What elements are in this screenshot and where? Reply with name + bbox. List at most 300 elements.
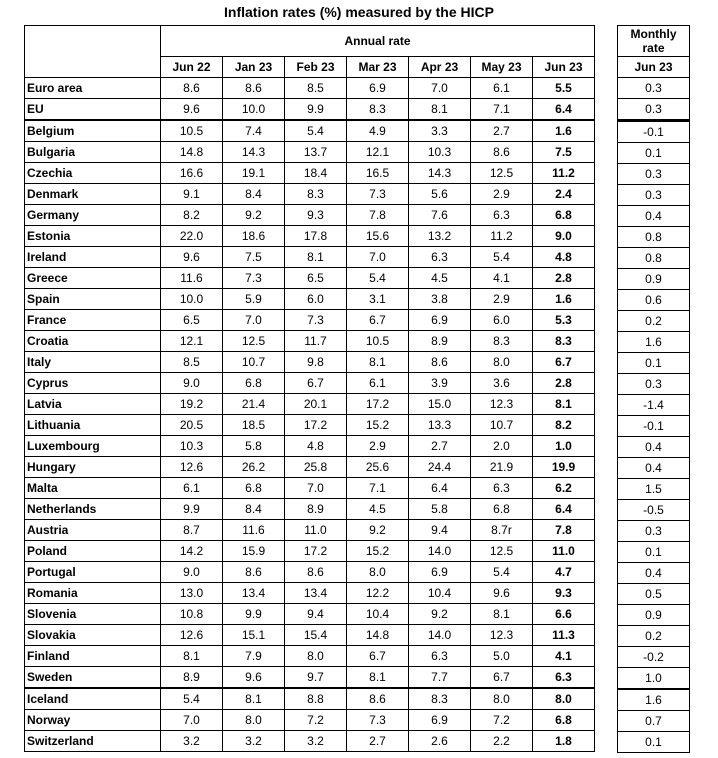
table-row	[618, 521, 690, 542]
annual-rate-cell: 15.9	[223, 541, 285, 562]
country-name: Iceland	[25, 688, 161, 710]
annual-rate-cell: 6.5	[161, 310, 223, 331]
monthly-rate-cell: 0.1	[618, 353, 690, 374]
annual-rate-cell: 7.8	[533, 520, 595, 541]
table-row	[25, 457, 595, 478]
annual-rate-cell: 8.0	[471, 352, 533, 373]
annual-rate-cell: 1.8	[533, 731, 595, 752]
annual-rate-cell: 4.1	[471, 268, 533, 289]
annual-rate-cell: 6.0	[285, 289, 347, 310]
annual-rate-cell: 6.4	[409, 478, 471, 499]
annual-rate-cell: 6.3	[533, 667, 595, 689]
annual-rate-cell: 8.6	[223, 78, 285, 99]
annual-rate-cell: 25.6	[347, 457, 409, 478]
table-row	[25, 99, 595, 121]
annual-rate-cell: 17.8	[285, 226, 347, 247]
annual-rate-cell: 6.2	[533, 478, 595, 499]
annual-rate-cell: 8.1	[409, 99, 471, 121]
annual-rate-cell: 10.7	[471, 415, 533, 436]
monthly-rate-cell: 0.4	[618, 563, 690, 584]
monthly-rate-cell: 0.4	[618, 437, 690, 458]
annual-rate-table	[24, 25, 595, 752]
column-header: May 23	[471, 57, 533, 78]
monthly-rate-cell: 0.2	[618, 626, 690, 647]
country-name: Lithuania	[25, 415, 161, 436]
annual-rate-cell: 8.1	[223, 688, 285, 710]
annual-rate-cell: 8.6	[409, 352, 471, 373]
country-name: Sweden	[25, 667, 161, 689]
table-row	[618, 563, 690, 584]
annual-rate-cell: 6.7	[533, 352, 595, 373]
country-name: Spain	[25, 289, 161, 310]
table-row	[618, 121, 690, 143]
annual-rate-cell: 6.8	[533, 205, 595, 226]
annual-rate-cell: 6.9	[347, 78, 409, 99]
annual-rate-cell: 5.4	[471, 247, 533, 268]
annual-rate-cell: 14.2	[161, 541, 223, 562]
annual-rate-cell: 13.4	[285, 583, 347, 604]
annual-rate-cell: 9.7	[285, 667, 347, 689]
annual-rate-cell: 9.0	[161, 373, 223, 394]
table-row	[25, 436, 595, 457]
table-row	[25, 352, 595, 373]
annual-rate-cell: 8.6	[223, 562, 285, 583]
annual-rate-cell: 12.3	[471, 394, 533, 415]
monthly-rate-cell: -0.5	[618, 500, 690, 521]
table-row	[618, 500, 690, 521]
country-name: Switzerland	[25, 731, 161, 752]
annual-rate-cell: 7.4	[223, 120, 285, 142]
annual-rate-cell: 13.3	[409, 415, 471, 436]
annual-rate-cell: 5.8	[223, 436, 285, 457]
monthly-column-header: Jun 23	[618, 57, 690, 78]
table-row	[618, 584, 690, 605]
annual-rate-cell: 7.5	[533, 142, 595, 163]
annual-rate-cell: 7.6	[409, 205, 471, 226]
table-row	[618, 689, 690, 711]
table-row	[618, 605, 690, 626]
table-row	[618, 311, 690, 332]
table-row	[25, 310, 595, 331]
annual-rate-cell: 1.6	[533, 289, 595, 310]
annual-rate-cell: 11.6	[161, 268, 223, 289]
annual-rate-cell: 9.6	[161, 99, 223, 121]
annual-rate-cell: 11.2	[533, 163, 595, 184]
country-name: Hungary	[25, 457, 161, 478]
monthly-rate-cell: 0.3	[618, 374, 690, 395]
annual-rate-cell: 7.5	[223, 247, 285, 268]
annual-rate-cell: 18.6	[223, 226, 285, 247]
annual-rate-cell: 8.7r	[471, 520, 533, 541]
annual-rate-cell: 12.1	[161, 331, 223, 352]
table-row	[25, 120, 595, 142]
table-row	[618, 374, 690, 395]
annual-rate-cell: 2.4	[533, 184, 595, 205]
annual-rate-cell: 6.9	[409, 562, 471, 583]
annual-rate-cell: 2.9	[347, 436, 409, 457]
annual-rate-cell: 3.2	[223, 731, 285, 752]
annual-rate-cell: 8.5	[161, 352, 223, 373]
annual-rate-cell: 4.8	[285, 436, 347, 457]
annual-rate-cell: 9.3	[533, 583, 595, 604]
annual-rate-cell: 10.7	[223, 352, 285, 373]
country-name: Denmark	[25, 184, 161, 205]
annual-rate-cell: 25.8	[285, 457, 347, 478]
table-row	[618, 269, 690, 290]
table-row	[618, 542, 690, 563]
annual-rate-cell: 10.4	[347, 604, 409, 625]
annual-rate-cell: 7.3	[223, 268, 285, 289]
table-row	[618, 395, 690, 416]
annual-rate-cell: 9.9	[161, 499, 223, 520]
annual-rate-cell: 9.6	[471, 583, 533, 604]
annual-rate-cell: 19.1	[223, 163, 285, 184]
table-row	[25, 688, 595, 710]
table-row	[25, 205, 595, 226]
table-row	[618, 416, 690, 437]
country-name: Netherlands	[25, 499, 161, 520]
annual-rate-cell: 17.2	[285, 415, 347, 436]
annual-rate-cell: 21.4	[223, 394, 285, 415]
annual-rate-cell: 8.3	[285, 184, 347, 205]
annual-rate-cell: 15.6	[347, 226, 409, 247]
annual-rate-cell: 12.5	[471, 163, 533, 184]
table-row	[25, 226, 595, 247]
annual-rate-cell: 3.9	[409, 373, 471, 394]
country-name: EU	[25, 99, 161, 121]
annual-rate-cell: 6.8	[223, 478, 285, 499]
annual-rate-cell: 3.1	[347, 289, 409, 310]
annual-rate-cell: 2.9	[471, 289, 533, 310]
table-row	[25, 625, 595, 646]
annual-rate-cell: 10.5	[347, 331, 409, 352]
annual-rate-cell: 6.4	[533, 99, 595, 121]
annual-rate-cell: 22.0	[161, 226, 223, 247]
annual-rate-cell: 9.8	[285, 352, 347, 373]
annual-rate-cell: 2.7	[409, 436, 471, 457]
table-row	[25, 142, 595, 163]
annual-rate-cell: 8.3	[533, 331, 595, 352]
annual-rate-cell: 8.8	[285, 688, 347, 710]
table-row	[618, 647, 690, 668]
country-name: Belgium	[25, 120, 161, 142]
annual-rate-cell: 3.2	[285, 731, 347, 752]
annual-rate-cell: 8.0	[533, 688, 595, 710]
annual-rate-cell: 7.9	[223, 646, 285, 667]
monthly-rate-cell: -0.2	[618, 647, 690, 668]
annual-rate-cell: 8.9	[409, 331, 471, 352]
monthly-rate-cell: 0.2	[618, 311, 690, 332]
monthly-rate-cell: 1.5	[618, 479, 690, 500]
table-row	[618, 458, 690, 479]
annual-rate-cell: 7.2	[471, 710, 533, 731]
annual-rate-cell: 7.1	[347, 478, 409, 499]
annual-rate-cell: 5.0	[471, 646, 533, 667]
table-row	[618, 353, 690, 374]
annual-rate-cell: 12.5	[471, 541, 533, 562]
annual-rate-cell: 10.5	[161, 120, 223, 142]
table-row	[618, 668, 690, 690]
annual-rate-cell: 6.7	[285, 373, 347, 394]
annual-rate-cell: 15.0	[409, 394, 471, 415]
annual-rate-cell: 13.2	[409, 226, 471, 247]
annual-rate-cell: 8.9	[161, 667, 223, 689]
monthly-rate-cell: 1.6	[618, 332, 690, 353]
annual-rate-cell: 11.7	[285, 331, 347, 352]
annual-rate-cell: 7.1	[471, 99, 533, 121]
annual-rate-cell: 11.0	[285, 520, 347, 541]
country-name: Slovenia	[25, 604, 161, 625]
annual-rate-cell: 10.4	[409, 583, 471, 604]
column-header: Apr 23	[409, 57, 471, 78]
annual-rate-cell: 6.4	[533, 499, 595, 520]
country-name: Romania	[25, 583, 161, 604]
country-name: Euro area	[25, 78, 161, 99]
table-row	[618, 206, 690, 227]
annual-rate-cell: 2.8	[533, 373, 595, 394]
monthly-rate-cell: 0.8	[618, 248, 690, 269]
annual-rate-cell: 6.8	[533, 710, 595, 731]
table-row	[25, 289, 595, 310]
annual-rate-cell: 6.7	[347, 646, 409, 667]
table-row	[618, 248, 690, 269]
country-name: Bulgaria	[25, 142, 161, 163]
table-row	[618, 626, 690, 647]
monthly-rate-cell: 0.3	[618, 78, 690, 99]
annual-rate-cell: 12.6	[161, 625, 223, 646]
annual-rate-cell: 15.4	[285, 625, 347, 646]
annual-rate-cell: 11.6	[223, 520, 285, 541]
column-header: Mar 23	[347, 57, 409, 78]
annual-rate-cell: 13.0	[161, 583, 223, 604]
annual-rate-cell: 9.0	[533, 226, 595, 247]
table-title: Inflation rates (%) measured by the HICP	[224, 4, 494, 20]
monthly-rate-header: Monthly rate	[618, 26, 690, 57]
annual-rate-cell: 7.0	[285, 478, 347, 499]
country-name: France	[25, 310, 161, 331]
country-name: Germany	[25, 205, 161, 226]
table-row	[25, 541, 595, 562]
annual-rate-cell: 8.1	[161, 646, 223, 667]
monthly-rate-cell: 0.7	[618, 711, 690, 732]
annual-rate-cell: 18.5	[223, 415, 285, 436]
annual-rate-cell: 14.0	[409, 541, 471, 562]
annual-rate-cell: 14.8	[161, 142, 223, 163]
table-row	[25, 247, 595, 268]
annual-rate-cell: 2.9	[471, 184, 533, 205]
annual-rate-cell: 8.3	[471, 331, 533, 352]
annual-rate-cell: 21.9	[471, 457, 533, 478]
table-row	[25, 520, 595, 541]
annual-rate-cell: 8.0	[347, 562, 409, 583]
country-name: Czechia	[25, 163, 161, 184]
annual-rate-cell: 10.8	[161, 604, 223, 625]
annual-rate-cell: 5.5	[533, 78, 595, 99]
annual-rate-cell: 8.2	[161, 205, 223, 226]
annual-rate-cell: 14.8	[347, 625, 409, 646]
monthly-rate-cell: 0.8	[618, 227, 690, 248]
country-name: Cyprus	[25, 373, 161, 394]
table-row	[618, 332, 690, 353]
annual-rate-cell: 5.8	[409, 499, 471, 520]
annual-rate-cell: 14.0	[409, 625, 471, 646]
annual-rate-cell: 10.3	[409, 142, 471, 163]
annual-rate-cell: 6.1	[161, 478, 223, 499]
monthly-rate-table	[617, 25, 690, 753]
country-name: Slovakia	[25, 625, 161, 646]
table-row	[25, 499, 595, 520]
country-name: Ireland	[25, 247, 161, 268]
annual-rate-cell: 13.4	[223, 583, 285, 604]
annual-rate-cell: 1.6	[533, 120, 595, 142]
annual-rate-cell: 8.0	[223, 710, 285, 731]
annual-rate-cell: 11.3	[533, 625, 595, 646]
monthly-rate-cell: 0.6	[618, 290, 690, 311]
annual-rate-cell: 10.0	[161, 289, 223, 310]
annual-rate-cell: 7.7	[409, 667, 471, 689]
annual-rate-cell: 5.4	[347, 268, 409, 289]
table-row	[25, 646, 595, 667]
table-row	[618, 437, 690, 458]
annual-rate-cell: 18.4	[285, 163, 347, 184]
table-row	[25, 268, 595, 289]
annual-rate-cell: 3.8	[409, 289, 471, 310]
annual-rate-cell: 6.8	[471, 499, 533, 520]
annual-rate-cell: 4.5	[409, 268, 471, 289]
monthly-rate-cell: -0.1	[618, 121, 690, 143]
annual-rate-cell: 4.8	[533, 247, 595, 268]
annual-rate-cell: 6.7	[347, 310, 409, 331]
table-row	[25, 667, 595, 689]
annual-rate-cell: 15.2	[347, 541, 409, 562]
annual-rate-cell: 12.2	[347, 583, 409, 604]
monthly-rate-cell: 0.3	[618, 521, 690, 542]
annual-rate-cell: 6.5	[285, 268, 347, 289]
annual-rate-cell: 20.5	[161, 415, 223, 436]
annual-rate-cell: 15.1	[223, 625, 285, 646]
annual-rate-cell: 5.4	[161, 688, 223, 710]
annual-rate-cell: 9.3	[285, 205, 347, 226]
annual-rate-cell: 6.8	[223, 373, 285, 394]
annual-rate-cell: 9.1	[161, 184, 223, 205]
monthly-rate-cell: 0.1	[618, 143, 690, 164]
annual-rate-cell: 17.2	[285, 541, 347, 562]
country-name: Finland	[25, 646, 161, 667]
monthly-rate-cell: 0.3	[618, 164, 690, 185]
monthly-rate-cell: 0.1	[618, 542, 690, 563]
country-name: Norway	[25, 710, 161, 731]
annual-rate-cell: 9.9	[223, 604, 285, 625]
annual-rate-cell: 8.6	[285, 562, 347, 583]
annual-rate-cell: 10.3	[161, 436, 223, 457]
annual-rate-cell: 7.0	[409, 78, 471, 99]
annual-rate-cell: 8.7	[161, 520, 223, 541]
column-header: Jan 23	[223, 57, 285, 78]
annual-rate-cell: 6.3	[409, 247, 471, 268]
annual-rate-cell: 7.3	[285, 310, 347, 331]
table-row	[25, 562, 595, 583]
annual-rate-cell: 2.6	[409, 731, 471, 752]
table-row	[25, 478, 595, 499]
annual-rate-cell: 8.0	[471, 688, 533, 710]
table-row	[618, 164, 690, 185]
country-name: Greece	[25, 268, 161, 289]
monthly-rate-cell: 1.0	[618, 668, 690, 690]
annual-rate-cell: 8.2	[533, 415, 595, 436]
country-name: Croatia	[25, 331, 161, 352]
table-row	[618, 290, 690, 311]
annual-rate-cell: 7.2	[285, 710, 347, 731]
annual-rate-cell: 6.6	[533, 604, 595, 625]
table-row	[618, 143, 690, 164]
annual-rate-cell: 12.3	[471, 625, 533, 646]
annual-rate-cell: 7.0	[161, 710, 223, 731]
country-name: Portugal	[25, 562, 161, 583]
column-header: Feb 23	[285, 57, 347, 78]
annual-rate-cell: 8.1	[285, 247, 347, 268]
annual-rate-cell: 6.1	[347, 373, 409, 394]
annual-rate-cell: 13.7	[285, 142, 347, 163]
annual-rate-cell: 5.4	[285, 120, 347, 142]
annual-rate-cell: 20.1	[285, 394, 347, 415]
corner-cell	[25, 26, 161, 78]
annual-rate-cell: 8.3	[347, 99, 409, 121]
annual-rate-cell: 5.3	[533, 310, 595, 331]
annual-rate-cell: 8.4	[223, 499, 285, 520]
monthly-rate-cell: 0.9	[618, 605, 690, 626]
annual-rate-cell: 5.9	[223, 289, 285, 310]
table-row	[25, 163, 595, 184]
table-row	[25, 373, 595, 394]
annual-rate-cell: 7.0	[223, 310, 285, 331]
annual-rate-cell: 2.2	[471, 731, 533, 752]
monthly-rate-cell: 1.6	[618, 689, 690, 711]
country-name: Italy	[25, 352, 161, 373]
annual-rate-cell: 2.0	[471, 436, 533, 457]
annual-rate-cell: 7.3	[347, 710, 409, 731]
annual-rate-cell: 5.4	[471, 562, 533, 583]
monthly-rate-cell: 0.4	[618, 206, 690, 227]
monthly-rate-cell: 0.9	[618, 269, 690, 290]
table-row	[618, 99, 690, 121]
annual-rate-cell: 6.9	[409, 710, 471, 731]
table-row	[25, 184, 595, 205]
monthly-rate-cell: 0.5	[618, 584, 690, 605]
annual-rate-cell: 8.3	[409, 688, 471, 710]
annual-rate-cell: 11.0	[533, 541, 595, 562]
annual-rate-cell: 17.2	[347, 394, 409, 415]
table-row	[25, 331, 595, 352]
annual-rate-cell: 8.9	[285, 499, 347, 520]
annual-rate-cell: 8.4	[223, 184, 285, 205]
table-row	[618, 732, 690, 753]
column-header: Jun 22	[161, 57, 223, 78]
annual-rate-cell: 6.3	[471, 478, 533, 499]
monthly-rate-cell: 0.4	[618, 458, 690, 479]
annual-rate-cell: 8.0	[285, 646, 347, 667]
annual-rate-cell: 8.5	[285, 78, 347, 99]
annual-rate-cell: 8.1	[347, 352, 409, 373]
table-row	[25, 394, 595, 415]
annual-rate-cell: 19.9	[533, 457, 595, 478]
annual-rate-cell: 6.9	[409, 310, 471, 331]
annual-rate-cell: 7.3	[347, 184, 409, 205]
monthly-rate-cell: -1.4	[618, 395, 690, 416]
table-row	[618, 185, 690, 206]
annual-rate-cell: 14.3	[409, 163, 471, 184]
annual-rate-cell: 3.6	[471, 373, 533, 394]
annual-rate-cell: 24.4	[409, 457, 471, 478]
